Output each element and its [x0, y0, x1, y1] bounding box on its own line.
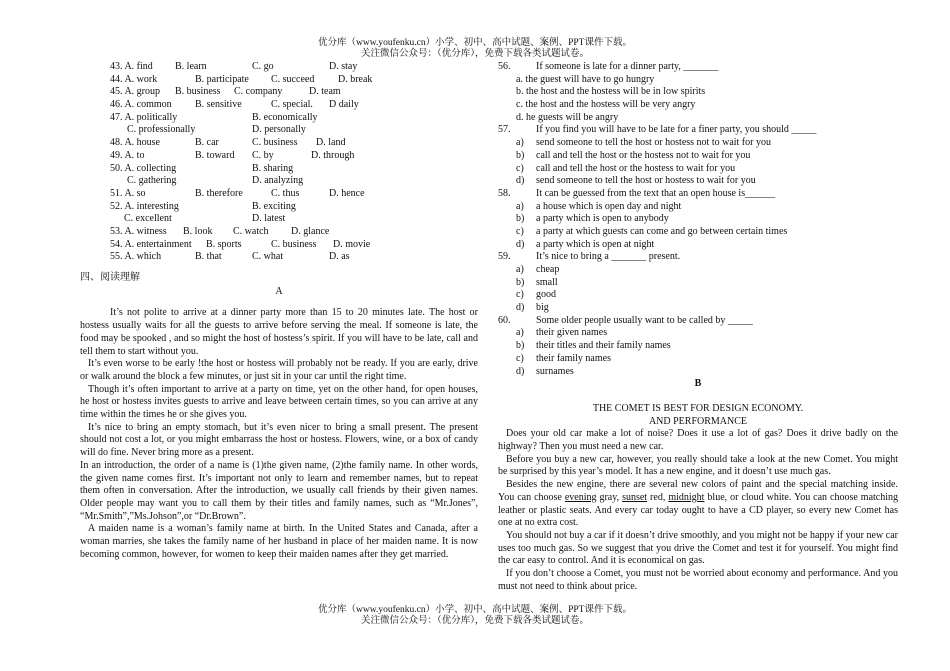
cloze-option: B. sports — [206, 238, 242, 250]
paragraph: You should not buy a car if it doesn’t drive smoothly, and you might not be happy if your new car uses too much gas. So we suggest that you drive the Comet and test it for yourself. You might find the car easy to control. And it is economical on gas. — [498, 529, 898, 567]
passage-a — [80, 307, 478, 561]
right-column — [498, 61, 898, 593]
answer-option — [498, 366, 898, 379]
footer-line-1: 优分库（www.youfenku.cn）小学、初中、高中试题、案例、PPT课件下载。 — [318, 605, 632, 615]
paragraph: Does your old car make a lot of noise? Does it use a lot of gas? Does it drive badly on the highway? Then you must need a new car. — [498, 428, 898, 452]
answer-option — [498, 277, 898, 290]
answer-option — [498, 264, 898, 277]
option-letter: b) — [516, 213, 525, 225]
paragraph: A maiden name is a woman’s family name at birth. In the United States and Canada, after a woman marries, she takes the family name of her husband in place of her maiden name. It is now becoming common, however, for women to keep their maiden names after they get married. — [80, 523, 478, 560]
cloze-option: B. learn — [175, 61, 207, 72]
answer-option: b. the host and the hostess will be in low spirits — [516, 86, 706, 98]
cloze-option: C. excellent — [124, 213, 172, 225]
cloze-option: 51. A. so — [110, 187, 146, 199]
cloze-option: C. thus — [271, 187, 300, 199]
question-number: 60. — [498, 314, 511, 326]
cloze-option: D. as — [329, 251, 350, 263]
cloze-row-46 — [110, 99, 478, 112]
option-letter: b) — [516, 276, 525, 288]
cloze-row-50b — [110, 175, 478, 188]
cloze-option: B. sensitive — [195, 99, 242, 111]
option-text: call and tell the host or the hostess not to wait for you — [536, 149, 751, 161]
cloze-option: D. glance — [291, 225, 330, 237]
page-header — [0, 38, 950, 60]
paragraph: It’s even worse to be early !the host or hostess will probably not be ready. If you are early, drive or walk around the block a few minutes, or just sit in your car until the right time. — [80, 358, 478, 382]
passage-b — [498, 428, 898, 593]
question-number: 56. — [498, 61, 511, 72]
question-text: Some older people usually want to be called by _____ — [536, 314, 753, 326]
option-text: send someone to tell the host or hostess not to wait for you — [536, 137, 771, 149]
cloze-option: B. toward — [195, 149, 235, 161]
cloze-row-43 — [110, 61, 478, 74]
paragraph: It’s not polite to arrive at a dinner party more than 15 to 20 minutes late. The host or hostess usually waits for all the guests to arrive before serving the meal. If someone is late, the food may be spooked , and so might the host of hostess’s spirit. If you will have to be late, call and tell them to start without you. — [80, 307, 478, 357]
option-letter: c) — [516, 352, 524, 364]
cloze-option: B. that — [195, 251, 222, 263]
cloze-option: D daily — [329, 99, 359, 111]
cloze-row-50a — [110, 163, 478, 176]
cloze-option: B. economically — [252, 111, 318, 123]
question-number: 59. — [498, 251, 511, 263]
header-line-1: 优分库（www.youfenku.cn）小学、初中、高中试题、案例、PPT课件下载。 — [318, 38, 632, 48]
answer-option — [498, 327, 898, 340]
paragraph: In an introduction, the order of a name is (1)the given name, (2)the family name. In other words, the given name comes first. It’s important not only to learn and remember names, but to repeat them often in conversation. After the introduction, we usually call friends by their given names. Older people may want you to call them by their titles and family names, such as “Mr.Jones”, “Mr.Smith”,”Ms.Johson”,or “Dr.Brown”. — [80, 459, 478, 522]
option-letter: a) — [516, 137, 524, 149]
option-text: send someone to tell the host or hostess to wait for you — [536, 175, 756, 187]
option-text: call and tell the host or the hostess to wait for you — [536, 162, 736, 174]
question-59 — [498, 251, 898, 314]
cloze-option: D. through — [311, 149, 355, 161]
option-text: a house which is open day and night — [536, 200, 682, 212]
option-letter: c) — [516, 289, 524, 301]
cloze-option: 49. A. to — [110, 149, 145, 161]
cloze-row-52a — [110, 201, 478, 214]
cloze-option: C. watch — [233, 225, 269, 237]
question-number: 58. — [498, 187, 511, 199]
passage-label-b: B — [694, 378, 702, 390]
question-text: If someone is late for a dinner party, _______ — [536, 61, 719, 72]
cloze-row-48 — [110, 137, 478, 150]
cloze-option: C. business — [252, 137, 298, 149]
section-title: 四、阅读理解 — [80, 272, 140, 283]
option-letter: a) — [516, 327, 524, 339]
cloze-row-52b — [110, 213, 478, 226]
page-footer — [0, 605, 950, 627]
answer-option — [498, 302, 898, 315]
cloze-option: B. business — [175, 86, 221, 98]
cloze-row-55 — [110, 251, 478, 264]
underlined-word: evening — [564, 491, 597, 503]
text-run: red, — [647, 491, 669, 503]
answer-option: d. he guests will be angry — [516, 111, 619, 123]
left-column — [80, 61, 478, 561]
cloze-option: 55. A. which — [110, 251, 162, 263]
cloze-option: C. succeed — [271, 73, 315, 85]
option-text: their given names — [536, 327, 608, 339]
answer-option — [498, 150, 898, 163]
option-text: their titles and their family names — [536, 340, 671, 352]
answer-option — [498, 239, 898, 252]
cloze-row-53 — [110, 226, 478, 239]
option-text: good — [536, 289, 556, 301]
footer-line-2: 关注微信公众号：（优分库），免费下载各类试题试卷。 — [360, 616, 589, 626]
cloze-option: 50. A. collecting — [110, 162, 177, 174]
option-text: surnames — [536, 365, 574, 377]
cloze-option: D. movie — [333, 238, 371, 250]
paragraph: If you don’t choose a Comet, you must not be worried about economy and performance. And you must not need to think about price. — [498, 568, 898, 592]
option-letter: d) — [516, 238, 525, 250]
cloze-option: B. car — [195, 137, 219, 149]
cloze-option: B. sharing — [252, 162, 294, 174]
answer-option — [498, 163, 898, 176]
option-letter: a) — [516, 200, 524, 212]
cloze-option: C. special. — [271, 99, 313, 111]
cloze-option: D. latest — [252, 213, 286, 225]
underlined-word: midnight — [668, 491, 705, 503]
cloze-row-51 — [110, 188, 478, 201]
cloze-option: 47. A. politically — [110, 111, 178, 123]
cloze-option: D. break — [338, 73, 373, 85]
text-run: blue, or cloud white. You can choose matching leather or plastic seats. And every car today ought to have a CD player, so every new Comet has one at no extra cost. — [498, 491, 899, 529]
cloze-option: B. exciting — [252, 200, 296, 212]
option-letter: c) — [516, 225, 524, 237]
option-text: a party which is open at night — [536, 238, 655, 250]
cloze-row-54 — [110, 239, 478, 252]
question-text: If you find you will have to be late for a finer party, you should _____ — [536, 124, 817, 136]
cloze-options — [110, 61, 478, 264]
question-text: It can be guessed from the text that an open house is______ — [536, 187, 776, 199]
text-run: Besides the new engine, there are several new colors of paint and the special matching inside. You can choose — [498, 479, 898, 503]
question-57 — [498, 124, 898, 187]
underlined-word: sunset — [622, 491, 648, 503]
cloze-row-45 — [110, 86, 478, 99]
text-run: gray, — [596, 491, 623, 503]
passage-label-a: A — [275, 285, 283, 297]
cloze-option: D. hence — [329, 187, 365, 199]
cloze-row-47b — [110, 124, 478, 137]
cloze-option: D. analyzing — [252, 175, 304, 187]
cloze-option: C. what — [252, 251, 284, 263]
answer-option — [498, 175, 898, 188]
cloze-option: 53. A. witness — [110, 225, 167, 237]
cloze-option: C. by — [252, 149, 274, 161]
cloze-option: 46. A. common — [110, 99, 172, 111]
answer-option — [498, 137, 898, 150]
answer-option — [498, 353, 898, 366]
cloze-option: C. go — [252, 61, 274, 72]
answer-option — [498, 289, 898, 302]
option-text: cheap — [536, 264, 560, 275]
option-letter: c) — [516, 162, 524, 174]
answer-option — [498, 226, 898, 239]
option-letter: d) — [516, 302, 525, 314]
passage-b-subtitle: AND PERFORMANCE — [648, 415, 748, 427]
question-56 — [498, 61, 898, 124]
option-letter: d) — [516, 175, 525, 187]
passage-b-title: THE COMET IS BEST FOR DESIGN ECONOMY. — [592, 402, 804, 414]
cloze-option: D. personally — [252, 124, 306, 136]
option-text: a party which is open to anybody — [536, 213, 669, 225]
answer-option — [498, 340, 898, 353]
cloze-option: B. look — [183, 225, 213, 237]
paragraph: Before you buy a new car, however, you really should take a look at the new Comet. You might be surprised by this year’s model. It has a new engine, and it doesn’t use much gas. — [498, 453, 898, 478]
question-58 — [498, 188, 898, 251]
cloze-option: C. professionally — [127, 124, 196, 136]
cloze-option: C. business — [271, 238, 317, 250]
cloze-row-44 — [110, 74, 478, 87]
option-text: big — [536, 302, 549, 314]
answer-option — [498, 201, 898, 214]
cloze-option: C. gathering — [127, 175, 177, 187]
option-letter: b) — [516, 340, 525, 352]
question-60 — [498, 315, 898, 378]
cloze-option: 44. A. work — [110, 73, 158, 85]
cloze-row-49 — [110, 150, 478, 163]
option-text: their family names — [536, 352, 611, 364]
cloze-option: 54. A. entertainment — [110, 238, 192, 250]
cloze-option: B. participate — [195, 73, 249, 85]
cloze-option: 43. A. find — [110, 61, 153, 72]
header-line-2: 关注微信公众号：（优分库），免费下载各类试题试卷。 — [360, 49, 589, 59]
paragraph — [498, 479, 898, 530]
option-text: a party at which guests can come and go between certain times — [536, 225, 788, 237]
cloze-option: D. land — [316, 137, 346, 149]
option-letter: d) — [516, 365, 525, 377]
cloze-option: 48. A. house — [110, 137, 160, 149]
question-text: It’s nice to bring a _______ present. — [536, 251, 681, 263]
cloze-option: D. team — [309, 86, 341, 98]
cloze-option: 45. A. group — [110, 86, 160, 98]
option-letter: b) — [516, 149, 525, 161]
option-letter: a) — [516, 264, 524, 275]
cloze-row-47a — [110, 112, 478, 125]
cloze-option: 52. A. interesting — [110, 200, 179, 212]
cloze-option: B. therefore — [195, 187, 243, 199]
question-number: 57. — [498, 124, 511, 136]
answer-option: c. the host and the hostess will be very angry — [516, 99, 696, 111]
cloze-option: D. stay — [329, 61, 358, 72]
answer-option: a. the guest will have to go hungry — [516, 73, 655, 85]
cloze-option: C. company — [234, 86, 283, 98]
option-text: small — [536, 276, 558, 288]
paragraph: Though it’s often important to arrive at a party on time, yet on the other hand, for open houses, he host or hostess invites guests to arrive and leave between certain times, so you can arrive at any time within the times he or she gives you. — [80, 383, 478, 421]
paragraph: It’s nice to bring an empty stomach, but it’s even nicer to bring a small present. The present should not cost a lot, or you might embarrass the host or hostess. Flowers, wine, or a box of candy will do fine. Never bring more as a present. — [80, 421, 478, 459]
answer-option — [498, 213, 898, 226]
